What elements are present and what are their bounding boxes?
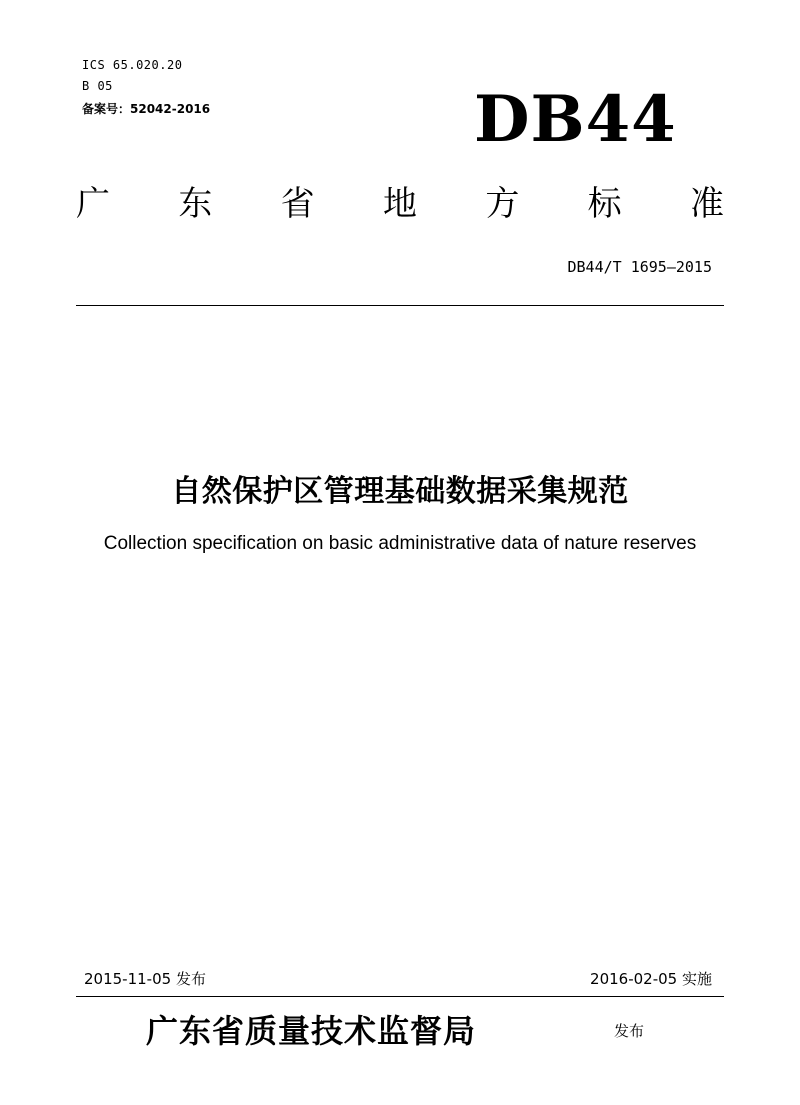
document-title-chinese: 自然保护区管理基础数据采集规范	[171, 474, 629, 509]
document-title-english: Collection specification on basic administrative data of nature reserves	[103, 533, 697, 554]
standard-type-char: 准	[689, 184, 724, 224]
standard-type-char: 地	[382, 184, 417, 224]
issue-date: 2015-11-05 发布	[84, 970, 206, 988]
standard-number: DB44/T 1695—2015	[567, 258, 712, 276]
standard-type-char: 方	[485, 184, 520, 224]
standard-type-char: 东	[178, 184, 213, 224]
standard-logo: DB44	[474, 82, 677, 157]
top-divider	[76, 305, 724, 306]
standard-type-heading	[76, 180, 724, 228]
issuing-authority: 广东省质量技术监督局	[146, 1012, 477, 1050]
standard-type-char: 标	[587, 184, 622, 224]
bottom-divider	[76, 996, 724, 997]
ccs-code: B 05	[82, 79, 113, 93]
ics-code: ICS 65.020.20	[82, 58, 183, 72]
standard-type-char: 省	[280, 184, 315, 224]
filing-number: 备案号：52042-2016	[82, 102, 211, 116]
implementation-date: 2016-02-05 实施	[590, 970, 712, 988]
issuing-authority-suffix: 发布	[614, 1022, 645, 1040]
standard-type-char: 广	[76, 184, 110, 224]
